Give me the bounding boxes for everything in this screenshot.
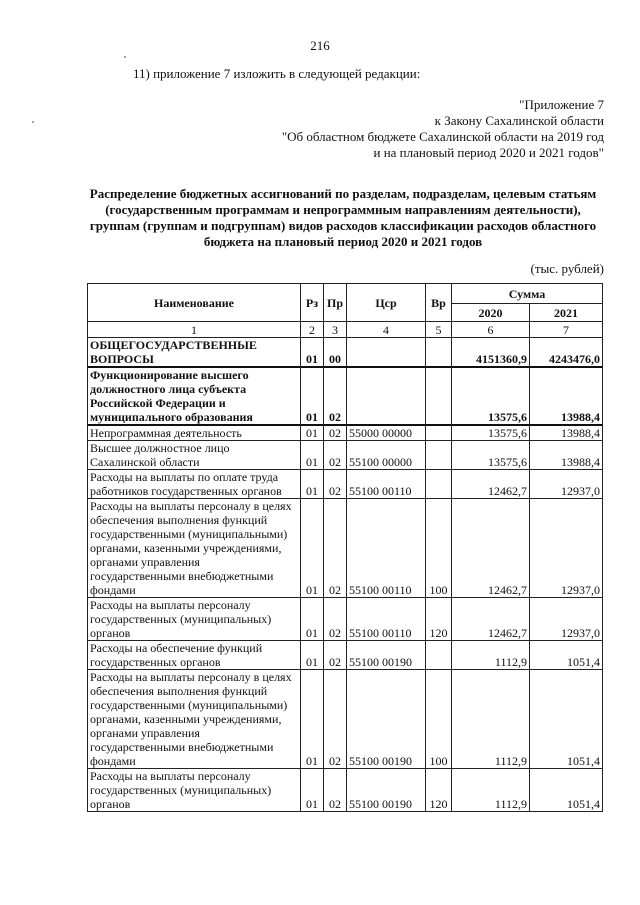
index-cell: 1 — [88, 322, 301, 338]
row-name: Расходы на выплаты по оплате труда работников государственных органов — [88, 470, 301, 499]
budget-table — [87, 283, 603, 812]
index-cell: 5 — [426, 322, 452, 338]
header-year-2021: 2021 — [530, 304, 603, 322]
row-sum-2020: 4151360,9 — [452, 338, 530, 368]
row-csr — [347, 367, 426, 425]
index-cell: 2 — [301, 322, 324, 338]
index-cell: 4 — [347, 322, 426, 338]
row-sum-2020: 1112,9 — [452, 641, 530, 670]
row-vr — [426, 441, 452, 470]
row-sum-2021: 4243476,0 — [530, 338, 603, 368]
row-sum-2021: 1051,4 — [530, 670, 603, 769]
header-year-2020: 2020 — [452, 304, 530, 322]
row-csr — [347, 338, 426, 368]
row-rz: 01 — [301, 338, 324, 368]
row-sum-2020: 12462,7 — [452, 470, 530, 499]
row-pr: 00 — [324, 338, 347, 368]
row-csr: 55100 00000 — [347, 441, 426, 470]
row-vr — [426, 641, 452, 670]
appendix-reference — [282, 97, 604, 161]
row-rz: 01 — [301, 499, 324, 598]
row-sum-2020: 13575,6 — [452, 441, 530, 470]
header-vr: Вр — [426, 284, 452, 322]
row-csr: 55100 00110 — [347, 470, 426, 499]
row-pr: 02 — [324, 470, 347, 499]
row-sum-2021: 1051,4 — [530, 641, 603, 670]
appendix-line: "Об областном бюджете Сахалинской области на 2019 год — [281, 129, 604, 144]
row-csr: 55100 00110 — [347, 499, 426, 598]
row-rz: 01 — [301, 441, 324, 470]
row-vr: 120 — [426, 598, 452, 641]
intro-text: 11) приложение 7 изложить в следующей редакции: — [133, 66, 421, 81]
header-csr: Цср — [347, 284, 426, 322]
row-rz: 01 — [301, 367, 324, 425]
row-name: Высшее должностное лицо Сахалинской области — [88, 441, 301, 470]
table-row — [88, 425, 603, 441]
row-sum-2021: 13988,4 — [530, 367, 603, 425]
row-name: Расходы на выплаты персоналу государственных (муниципальных) органов — [88, 769, 301, 812]
row-pr: 02 — [324, 425, 347, 441]
row-name: Расходы на выплаты персоналу в целях обеспечения выполнения функций государственными (муниципальными) органами, казенными учреждениями, органами управления государственными внебюджетными фондами — [88, 499, 301, 598]
row-sum-2020: 13575,6 — [452, 425, 530, 441]
row-rz: 01 — [301, 470, 324, 499]
row-pr: 02 — [324, 598, 347, 641]
row-csr: 55100 00190 — [347, 670, 426, 769]
row-vr — [426, 338, 452, 368]
page-number: 216 — [310, 38, 330, 53]
row-name: Расходы на выплаты персоналу государственных (муниципальных) органов — [88, 598, 301, 641]
row-pr: 02 — [324, 769, 347, 812]
row-sum-2021: 12937,0 — [530, 598, 603, 641]
row-csr: 55100 00190 — [347, 641, 426, 670]
title-line: Распределение бюджетных ассигнований по разделам, подразделам, целевым статьям — [89, 186, 597, 201]
row-pr: 02 — [324, 641, 347, 670]
table-row — [88, 367, 603, 425]
row-pr: 02 — [324, 670, 347, 769]
table-row — [88, 598, 603, 641]
row-csr: 55100 00190 — [347, 769, 426, 812]
column-index-row — [88, 322, 603, 338]
index-cell: 3 — [324, 322, 347, 338]
row-csr: 55100 00110 — [347, 598, 426, 641]
row-sum-2021: 12937,0 — [530, 470, 603, 499]
appendix-line: к Закону Сахалинской области — [434, 113, 604, 128]
row-name: Расходы на обеспечение функций государственных органов — [88, 641, 301, 670]
header-pr: Пр — [324, 284, 347, 322]
row-sum-2020: 12462,7 — [452, 499, 530, 598]
header-sum: Сумма — [452, 284, 603, 304]
header-name: Наименование — [88, 284, 301, 322]
row-vr — [426, 367, 452, 425]
title-line: (государственным программам и непрограммным направлениям деятельности), — [105, 202, 581, 217]
table-row — [88, 470, 603, 499]
table-row — [88, 338, 603, 368]
row-sum-2020: 13575,6 — [452, 367, 530, 425]
document-title — [78, 186, 608, 250]
title-line: группам (группам и подгруппам) видов расходов классификации расходов областного — [89, 218, 597, 233]
table-row — [88, 769, 603, 812]
row-sum-2021: 12937,0 — [530, 499, 603, 598]
row-rz: 01 — [301, 641, 324, 670]
row-sum-2020: 1112,9 — [452, 769, 530, 812]
row-rz: 01 — [301, 769, 324, 812]
row-sum-2021: 1051,4 — [530, 769, 603, 812]
row-vr — [426, 425, 452, 441]
appendix-line: "Приложение 7 — [519, 97, 604, 112]
row-sum-2021: 13988,4 — [530, 441, 603, 470]
row-vr: 100 — [426, 499, 452, 598]
table-row — [88, 499, 603, 598]
scan-speck — [124, 56, 126, 58]
row-sum-2021: 13988,4 — [530, 425, 603, 441]
row-rz: 01 — [301, 598, 324, 641]
row-rz: 01 — [301, 425, 324, 441]
row-vr — [426, 470, 452, 499]
row-pr: 02 — [324, 367, 347, 425]
header-rz: Рз — [301, 284, 324, 322]
appendix-line: и на плановый период 2020 и 2021 годов" — [373, 145, 604, 160]
title-line: бюджета на плановый период 2020 и 2021 годов — [203, 234, 483, 249]
table-row — [88, 441, 603, 470]
row-name: Функционирование высшего должностного лица субъекта Российской Федерации и муниципального образования — [88, 367, 301, 425]
index-cell: 7 — [530, 322, 603, 338]
row-vr: 120 — [426, 769, 452, 812]
index-cell: 6 — [452, 322, 530, 338]
table-row — [88, 641, 603, 670]
row-name: ОБЩЕГОСУДАРСТВЕННЫЕ ВОПРОСЫ — [88, 338, 301, 368]
units-label: (тыс. рублей) — [530, 261, 604, 276]
table-row — [88, 670, 603, 769]
row-vr: 100 — [426, 670, 452, 769]
row-name: Непрограммная деятельность — [88, 425, 301, 441]
row-pr: 02 — [324, 441, 347, 470]
row-sum-2020: 1112,9 — [452, 670, 530, 769]
row-csr: 55000 00000 — [347, 425, 426, 441]
row-name: Расходы на выплаты персоналу в целях обеспечения выполнения функций государственными (муниципальными) органами, казенными учреждениями, органами управления государственными внебюджетными фондами — [88, 670, 301, 769]
row-rz: 01 — [301, 670, 324, 769]
row-sum-2020: 12462,7 — [452, 598, 530, 641]
scan-speck — [32, 121, 34, 123]
row-pr: 02 — [324, 499, 347, 598]
